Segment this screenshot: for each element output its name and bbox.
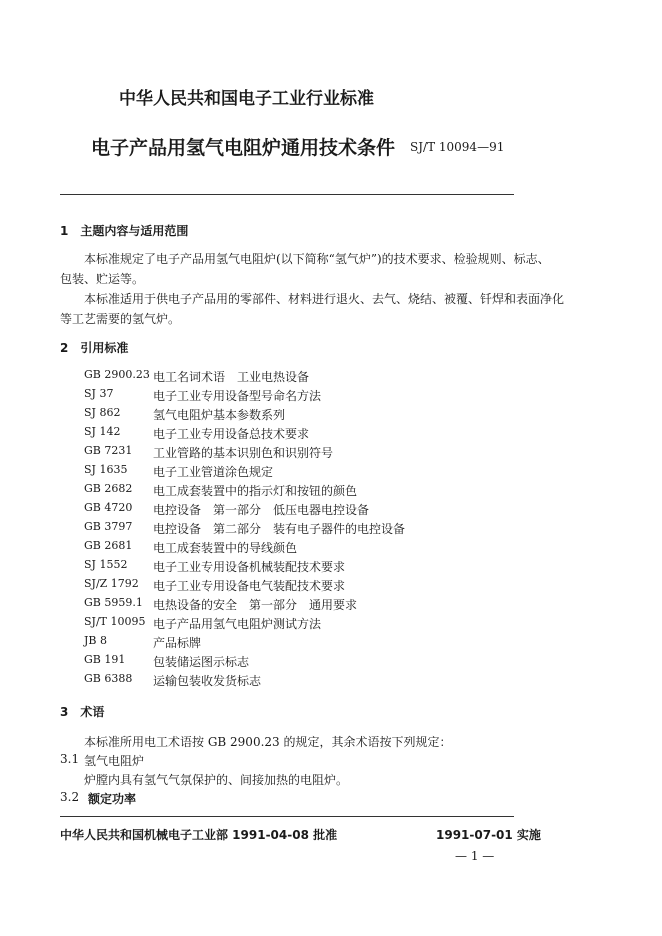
reference-code: GB 2682: [84, 482, 133, 495]
page-number: — 1 —: [455, 849, 495, 863]
reference-title: 电子产品用氢气电阻炉测试方法: [153, 617, 322, 631]
reference-title: 包装储运图示标志: [153, 655, 250, 669]
term-3-2-name: 额定功率: [88, 792, 137, 806]
reference-code: GB 4720: [84, 501, 133, 514]
reference-title: 电子工业专用设备总技术要求: [153, 427, 310, 441]
reference-code: SJ 1552: [84, 558, 128, 571]
reference-title: 电热设备的安全 第一部分 通用要求: [153, 598, 358, 612]
header-divider: [60, 194, 514, 195]
standard-title: 电子产品用氢气电阻炉通用技术条件: [91, 137, 396, 159]
reference-title: 电控设备 第二部分 装有电子器件的电控设备: [153, 522, 406, 536]
reference-code: SJ/T 10095: [84, 615, 146, 628]
reference-title: 产品标牌: [153, 636, 202, 650]
reference-title: 电工名词术语 工业电热设备: [153, 370, 310, 384]
reference-title: 电工成套装置中的指示灯和按钮的颜色: [153, 484, 358, 498]
reference-title: 电工成套装置中的导线颜色: [153, 541, 298, 555]
issuing-organization: 中华人民共和国电子工业行业标准: [119, 89, 374, 109]
reference-code: GB 7231: [84, 444, 133, 457]
reference-title: 电子工业专用设备机械装配技术要求: [153, 560, 346, 574]
reference-title: 电子工业管道涂色规定: [153, 465, 274, 479]
section-1-heading: 1 主题内容与适用范围: [60, 224, 189, 238]
section-1-paragraph-2-line-1: 本标准适用于供电子产品用的零部件、材料进行退火、去气、烧结、被覆、钎焊和表面净化: [84, 292, 565, 306]
reference-code: GB 2900.23: [84, 368, 150, 381]
reference-code: SJ/Z 1792: [84, 577, 139, 590]
implementation-date: 1991-07-01 实施: [436, 828, 541, 842]
section-1-paragraph-1-line-1: 本标准规定了电子产品用氢气电阻炉(以下简称“氢气炉”)的技术要求、检验规则、标志、: [84, 252, 550, 266]
reference-code: SJ 862: [84, 406, 121, 419]
term-3-2-number: 3.2: [60, 790, 80, 804]
reference-code: GB 2681: [84, 539, 133, 552]
reference-title: 运输包装收发货标志: [153, 674, 262, 688]
term-3-1-number: 3.1: [60, 752, 80, 766]
reference-code: GB 6388: [84, 672, 133, 685]
term-3-1-definition: 炉膛内具有氢气气氛保护的、间接加热的电阻炉。: [84, 773, 349, 787]
reference-title: 电子工业专用设备型号命名方法: [153, 389, 322, 403]
reference-title: 工业管路的基本识别色和识别符号: [153, 446, 334, 460]
reference-code: SJ 142: [84, 425, 121, 438]
reference-code: JB 8: [84, 634, 107, 647]
reference-code: GB 3797: [84, 520, 133, 533]
section-1-paragraph-1-line-2: 包装、贮运等。: [60, 272, 145, 286]
approval-line: 中华人民共和国机械电子工业部 1991-04-08 批准: [60, 828, 338, 842]
section-3-intro: 本标准所用电工术语按 GB 2900.23 的规定，其余术语按下列规定：: [84, 735, 452, 749]
reference-code: SJ 1635: [84, 463, 128, 476]
section-3-heading: 3 术语: [60, 705, 105, 719]
reference-title: 电子工业专用设备电气装配技术要求: [153, 579, 346, 593]
standard-code: SJ/T 10094—91: [410, 140, 505, 154]
section-2-heading: 2 引用标准: [60, 341, 129, 355]
footer-divider: [60, 816, 514, 817]
reference-title: 氢气电阻炉基本参数系列: [153, 408, 286, 422]
reference-code: GB 191: [84, 653, 126, 666]
term-3-1-name: 氢气电阻炉: [84, 754, 145, 768]
reference-title: 电控设备 第一部分 低压电器电控设备: [153, 503, 370, 517]
reference-code: GB 5959.1: [84, 596, 143, 609]
reference-code: SJ 37: [84, 387, 114, 400]
section-1-paragraph-2-line-2: 等工艺需要的氢气炉。: [60, 312, 181, 326]
